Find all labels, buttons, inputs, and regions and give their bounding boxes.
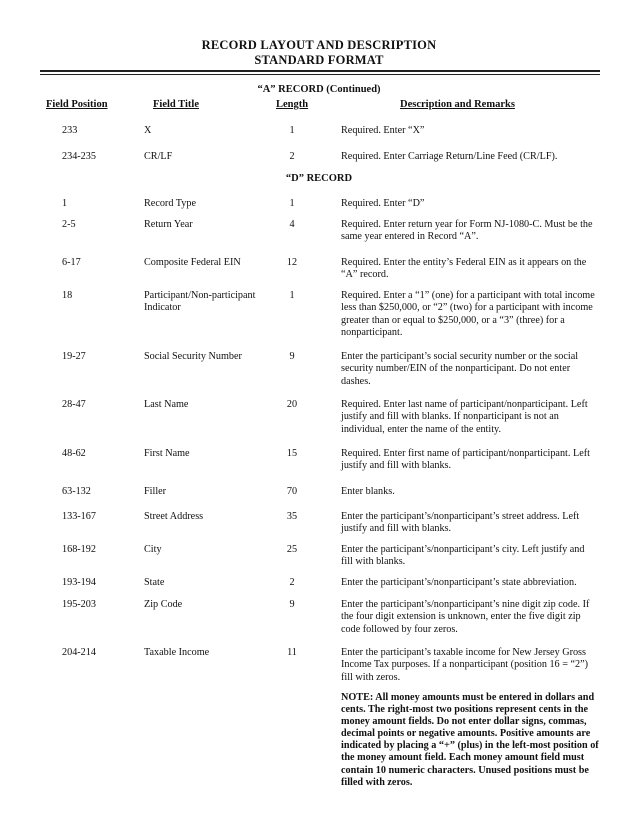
field-position: 63-132 <box>62 486 91 497</box>
page-title: RECORD LAYOUT AND DESCRIPTION <box>201 38 437 52</box>
field-title: X <box>144 125 152 136</box>
field-description: Required. Enter Carriage Return/Line Feed (CR/LF). <box>341 151 558 162</box>
header-rule-thick <box>40 70 600 72</box>
field-length: 1 <box>289 125 295 136</box>
field-title: Participant/Non-participant Indicator <box>144 290 256 314</box>
column-header-field-title: Field Title <box>153 99 199 110</box>
field-description: Required. Enter first name of participant/nonparticipant. Left justify and fill with blanks. <box>341 448 590 472</box>
field-position: 2-5 <box>62 219 76 230</box>
field-length: 2 <box>289 151 295 162</box>
field-length: 1 <box>289 198 295 209</box>
field-title: State <box>144 577 165 588</box>
field-position: 233 <box>62 125 78 136</box>
field-position: 6-17 <box>62 257 81 268</box>
column-header-description: Description and Remarks <box>400 99 515 110</box>
field-length: 35 <box>286 511 298 522</box>
field-title: Taxable Income <box>144 647 210 658</box>
field-length: 25 <box>286 544 298 555</box>
field-position: 1 <box>62 198 68 209</box>
field-length: 9 <box>289 599 295 610</box>
field-position: 234-235 <box>62 151 96 162</box>
field-description: Required. Enter a “1” (one) for a participant with total income less than $250,000, or “2” (two) for a participant with income greater than or equal to $250,000, or a “3” (three) for a nonparticipant. <box>341 290 595 339</box>
field-description: Required. Enter the entity’s Federal EIN as it appears on the “A” record. <box>341 257 587 281</box>
field-length: 4 <box>289 219 295 230</box>
field-length: 15 <box>286 448 298 459</box>
field-position: 19-27 <box>62 351 86 362</box>
field-description: Enter blanks. <box>341 486 395 497</box>
header-rule-thin <box>40 74 600 75</box>
field-position: 28-47 <box>62 399 86 410</box>
field-title: Composite Federal EIN <box>144 257 241 268</box>
field-position: 18 <box>62 290 73 301</box>
field-position: 204-214 <box>62 647 96 658</box>
field-title: Zip Code <box>144 599 183 610</box>
field-position: 193-194 <box>62 577 96 588</box>
field-title: Last Name <box>144 399 189 410</box>
section-heading-d-record: “D” RECORD <box>285 173 353 184</box>
column-header-field-position: Field Position <box>46 99 108 110</box>
field-length: 12 <box>286 257 298 268</box>
money-amount-note: NOTE: All money amounts must be entered in dollars and cents. The right-most two positions represent cents in the money amount fields. Do not enter dollar signs, commas, decimal points or negative amounts. Positive amounts are indicated by placing a “+” (plus) in the left-most position of the money amount field. Each money amount field must contain 10 numeric characters. Unused positions must be filled with zeros. <box>341 692 599 788</box>
field-title: Street Address <box>144 511 204 522</box>
field-description: Enter the participant’s/nonparticipant’s city. Left justify and fill with blanks. <box>341 544 585 568</box>
field-title: City <box>144 544 162 555</box>
field-description: Enter the participant’s taxable income for New Jersey Gross Income Tax purposes. If a nonparticipant (position 16 = “2”) fill with zeros. <box>341 647 589 683</box>
field-title: Social Security Number <box>144 351 242 362</box>
page-subtitle: STANDARD FORMAT <box>254 53 384 67</box>
field-position: 133-167 <box>62 511 96 522</box>
field-position: 48-62 <box>62 448 86 459</box>
field-title: First Name <box>144 448 190 459</box>
field-length: 20 <box>286 399 298 410</box>
field-title: Record Type <box>144 198 197 209</box>
field-description: Enter the participant’s/nonparticipant’s street address. Left justify and fill with blanks. <box>341 511 580 535</box>
field-length: 9 <box>289 351 295 362</box>
column-header-length: Length <box>276 99 309 110</box>
field-length: 70 <box>286 486 298 497</box>
field-position: 195-203 <box>62 599 96 610</box>
field-description: Enter the participant’s/nonparticipant’s nine digit zip code. If the four digit extension is unknown, enter the five digit zip code followed by four zeros. <box>341 599 590 635</box>
field-description: Required. Enter return year for Form NJ-1080-C. Must be the same year entered in Record “A”. <box>341 219 593 243</box>
field-length: 11 <box>287 647 297 658</box>
section-heading-a-record: “A” RECORD (Continued) <box>257 84 381 95</box>
field-length: 2 <box>289 577 295 588</box>
field-title: CR/LF <box>144 151 173 162</box>
field-title: Filler <box>144 486 167 497</box>
field-position: 168-192 <box>62 544 96 555</box>
field-description: Required. Enter last name of participant/nonparticipant. Left justify and fill with blanks. If nonparticipant is not an individual, enter the name of the entity. <box>341 399 588 435</box>
field-length: 1 <box>289 290 295 301</box>
field-description: Required. Enter “D” <box>341 198 425 209</box>
field-description: Required. Enter “X” <box>341 125 425 136</box>
field-description: Enter the participant’s social security number or the social security number/EIN of the nonparticipant. Do not enter dashes. <box>341 351 579 387</box>
field-title: Return Year <box>144 219 193 230</box>
field-description: Enter the participant’s/nonparticipant’s state abbreviation. <box>341 577 577 588</box>
